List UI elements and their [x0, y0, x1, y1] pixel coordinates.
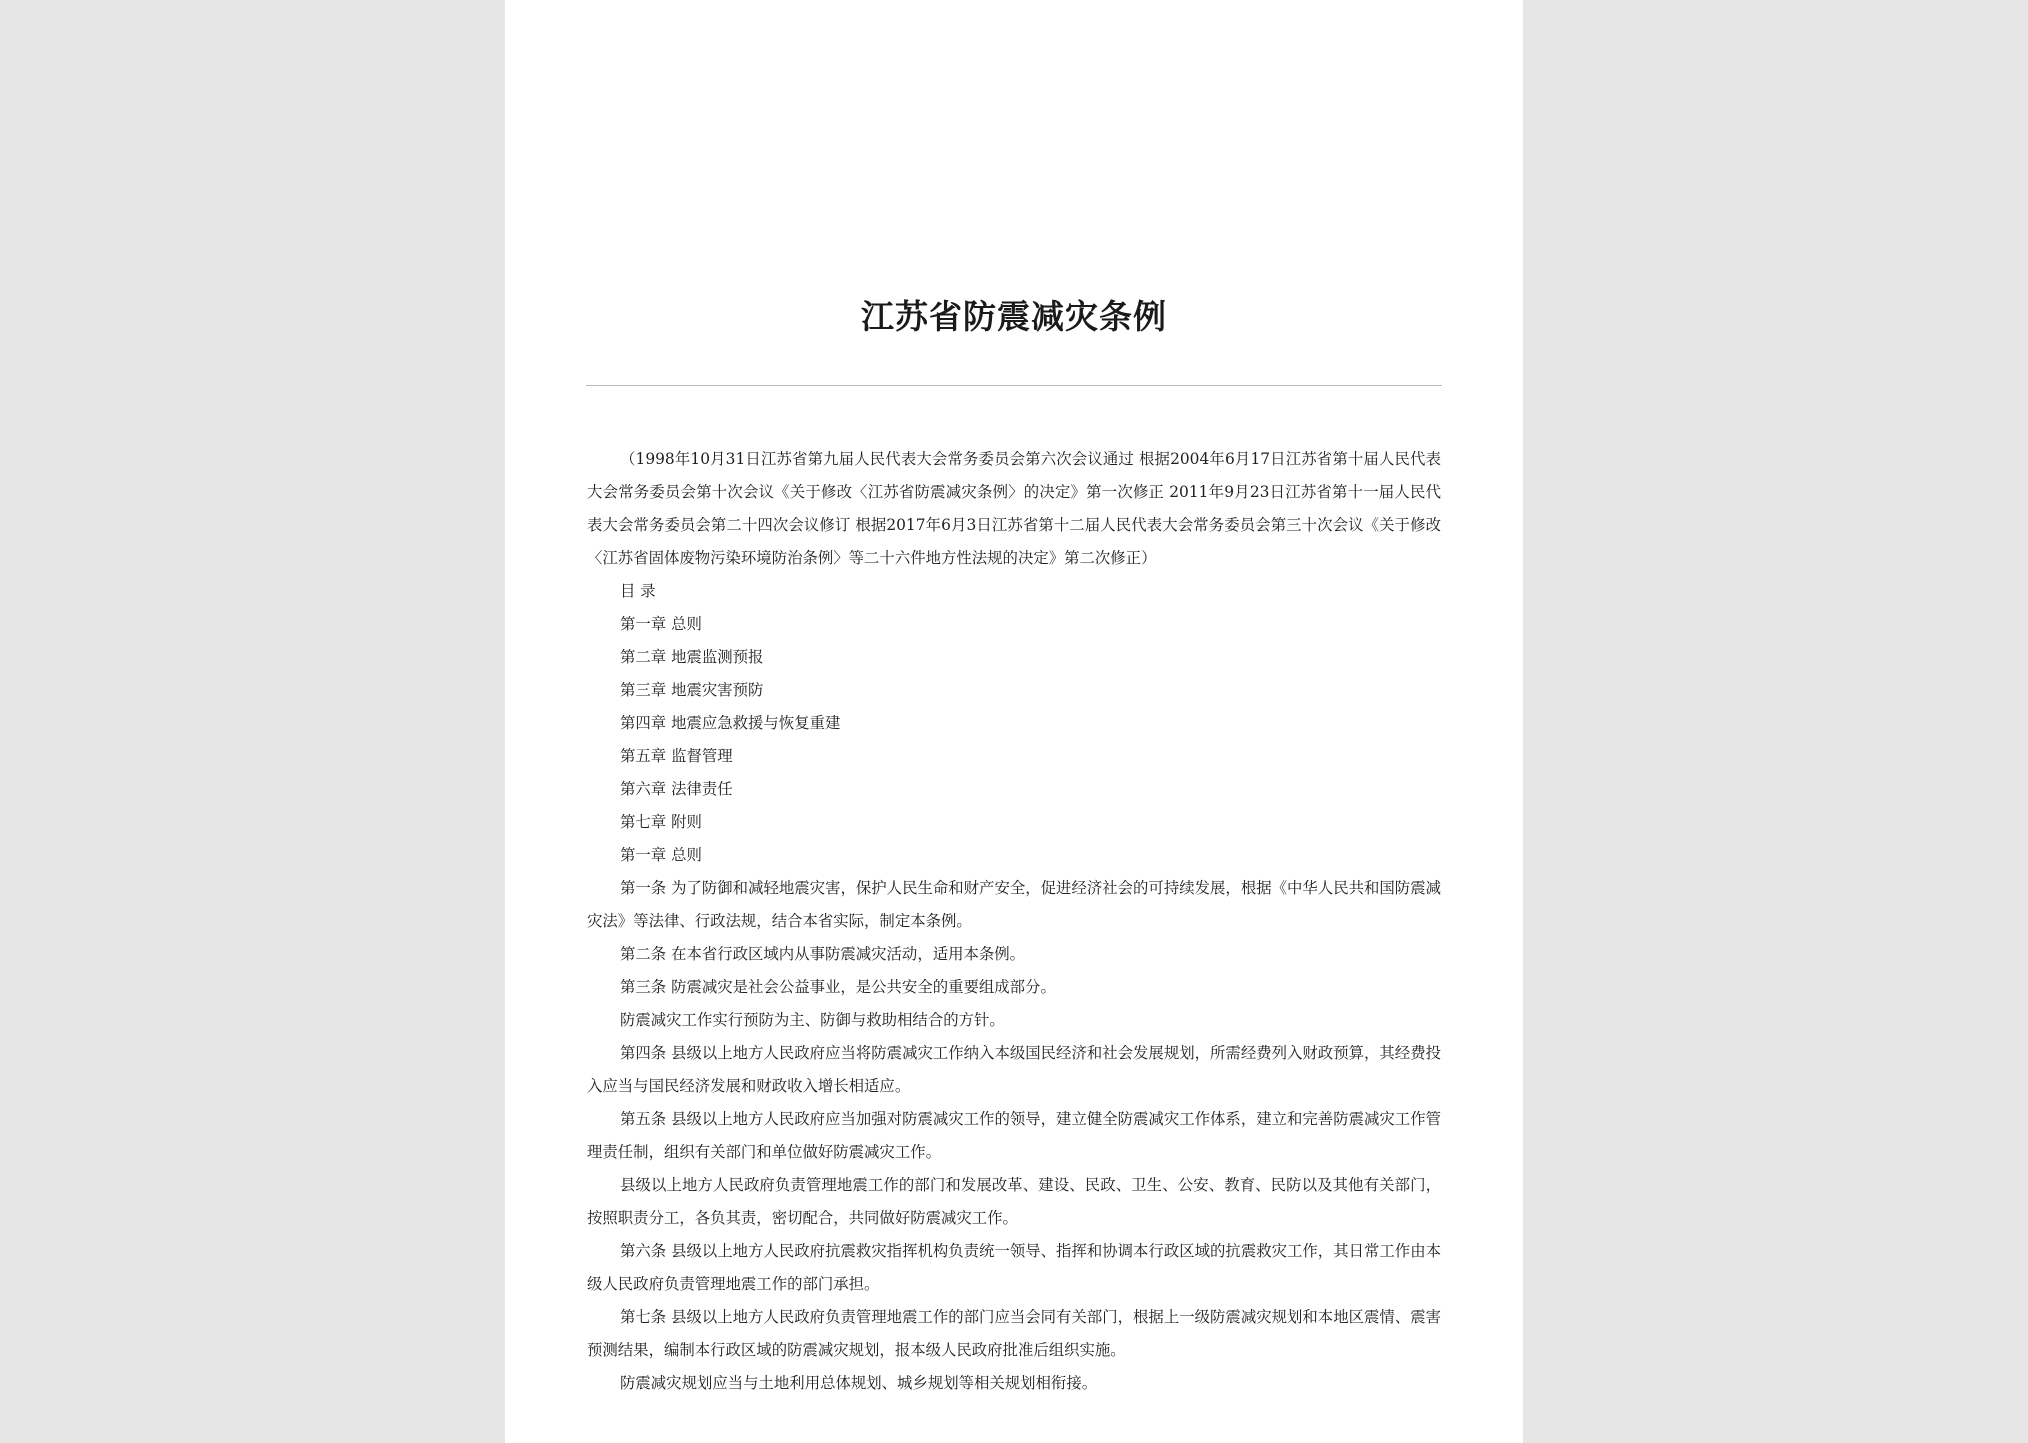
toc-item: 第四章 地震应急救援与恢复重建: [620, 714, 841, 732]
document-title: 江苏省防震减灾条例: [861, 297, 1167, 336]
article-paragraph: 第一条 为了防御和减轻地震灾害，保护人民生命和财产安全，促进经济社会的可持续发展，根据《中华人民共和国防震减灾法》等法律、行政法规，结合本省实际，制定本条例。: [587, 879, 1441, 930]
title-divider: [586, 385, 1442, 386]
article-paragraph: 第五条 县级以上地方人民政府应当加强对防震减灾工作的领导，建立健全防震减灾工作体系，建立和完善防震减灾工作管理责任制，组织有关部门和单位做好防震减灾工作。: [587, 1110, 1441, 1161]
article-paragraph: 第四条 县级以上地方人民政府应当将防震减灾工作纳入本级国民经济和社会发展规划，所需经费列入财政预算，其经费投入应当与国民经济发展和财政收入增长相适应。: [587, 1044, 1441, 1095]
toc-item: 第二章 地震监测预报: [620, 648, 764, 666]
article-paragraph: 第六条 县级以上地方人民政府抗震救灾指挥机构负责统一领导、指挥和协调本行政区域的抗震救灾工作，其日常工作由本级人民政府负责管理地震工作的部门承担。: [587, 1242, 1441, 1293]
document-page: [505, 0, 1523, 1443]
toc-heading: 目 录: [620, 582, 656, 600]
article-paragraph: 第二条 在本省行政区域内从事防震减灾活动，适用本条例。: [620, 945, 1026, 963]
toc-item: 第七章 附则: [620, 813, 702, 831]
toc-item: 第五章 监督管理: [620, 747, 733, 765]
article-paragraph: 防震减灾规划应当与土地利用总体规划、城乡规划等相关规划相衔接。: [620, 1374, 1098, 1392]
article-paragraph: 县级以上地方人民政府负责管理地震工作的部门和发展改革、建设、民政、卫生、公安、教育、民防以及其他有关部门，按照职责分工，各负其责，密切配合，共同做好防震减灾工作。: [587, 1176, 1441, 1227]
article-paragraph: 第三条 防震减灾是社会公益事业，是公共安全的重要组成部分。: [620, 978, 1056, 996]
chapter-heading: 第一章 总则: [620, 846, 702, 864]
article-paragraph: 防震减灾工作实行预防为主、防御与救助相结合的方针。: [620, 1011, 1005, 1029]
preamble-paragraph: （1998年10月31日江苏省第九届人民代表大会常务委员会第六次会议通过 根据2004年6月17日江苏省第十届人民代表大会常务委员会第十次会议《关于修改〈江苏省防震减灾条例〉的决定》第一次修正 2011年9月23日江苏省第十一届人民代表大会常务委员会第二十四次会议修订 根据2017年6月3日江苏省第十二届人民代表大会常务委员会第三十次会议《关于修改〈江苏省固体废物污染环境防治条例〉等二十六件地方性法规的决定》第二次修正）: [587, 450, 1441, 567]
document-body: [587, 443, 1441, 1400]
toc-item: 第三章 地震灾害预防: [620, 681, 764, 699]
toc-item: 第一章 总则: [620, 615, 702, 633]
article-paragraph: 第七条 县级以上地方人民政府负责管理地震工作的部门应当会同有关部门，根据上一级防震减灾规划和本地区震情、震害预测结果，编制本行政区域的防震减灾规划，报本级人民政府批准后组织实施。: [587, 1308, 1441, 1359]
toc-item: 第六章 法律责任: [620, 780, 733, 798]
